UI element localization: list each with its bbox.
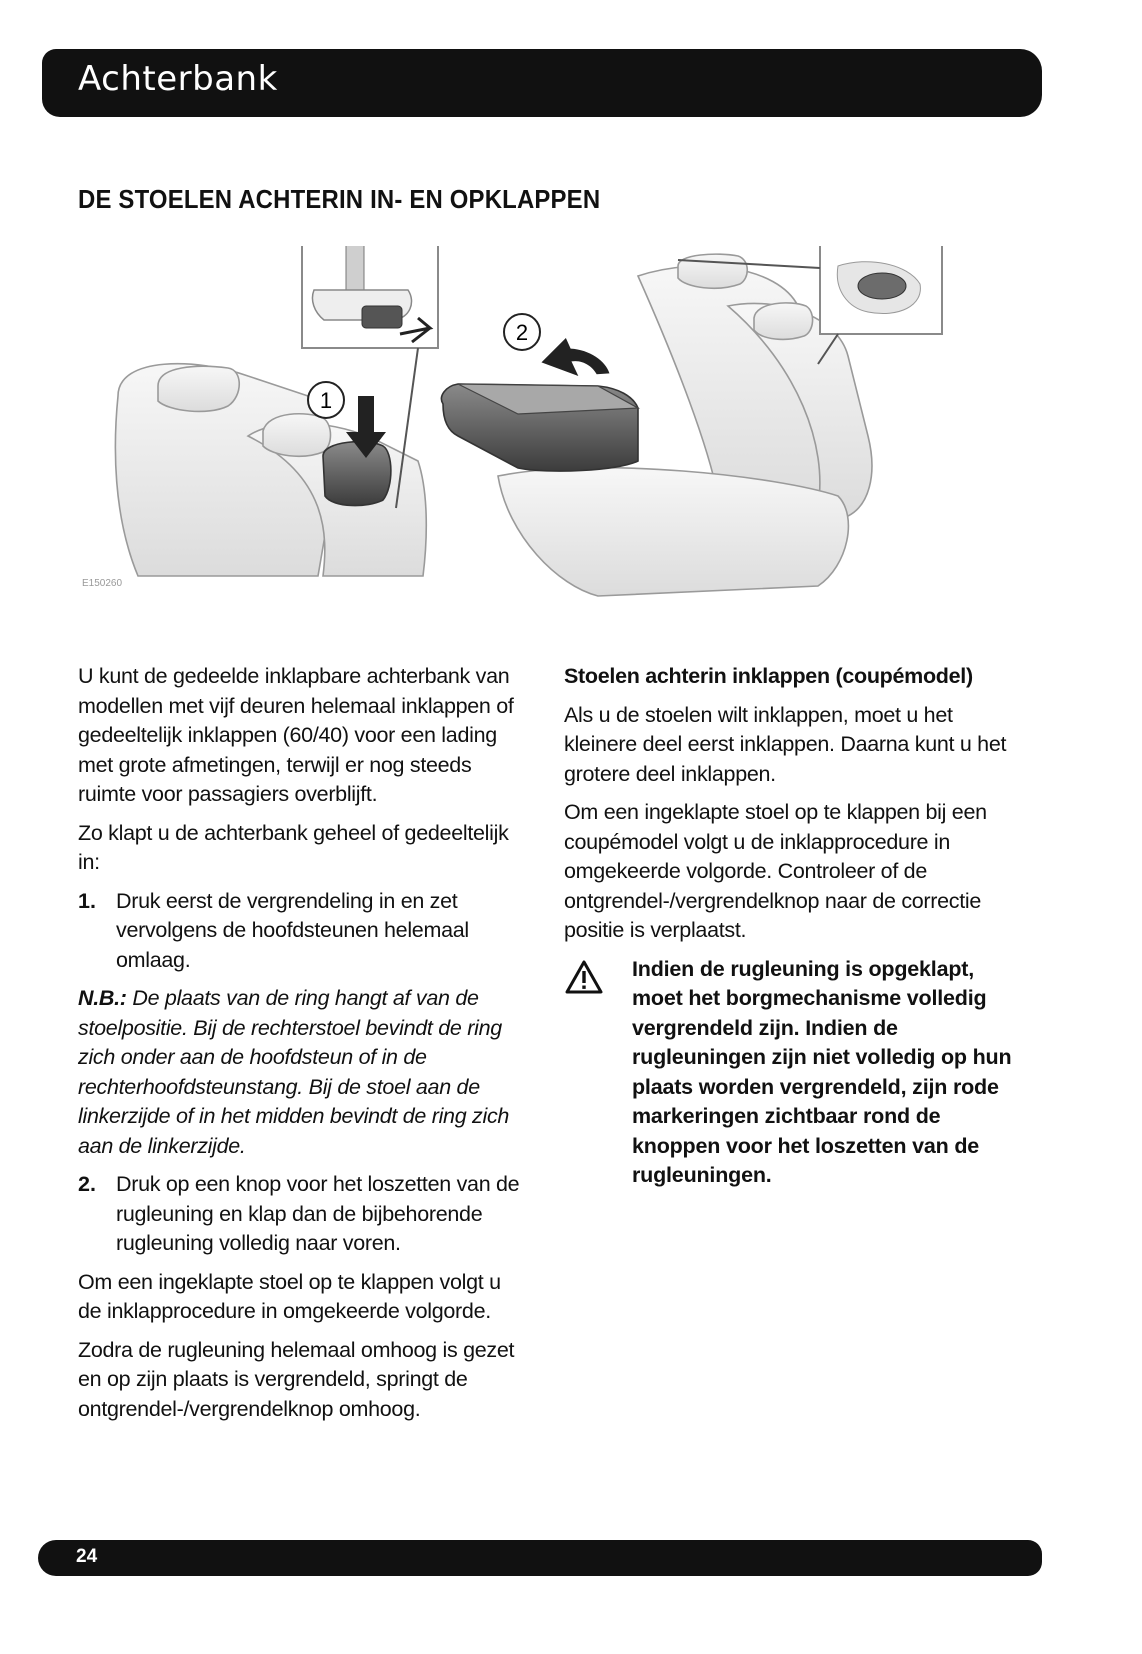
list-item: [78, 1170, 526, 1259]
svg-text:1: 1: [319, 388, 333, 413]
svg-text:2: 2: [515, 320, 529, 345]
step-number: 2.: [78, 1172, 96, 1196]
coupe-paragraph-2: Om een ingeklapte stoel op te klappen bij een coupémodel volgt u de inklapprocedure in omgekeerde volgorde. Controleer of de ontgrendel-/vergrendelknop naar de correctie positie is verplaatst.: [564, 800, 987, 942]
note: [78, 984, 526, 1161]
step-number: 1.: [78, 888, 96, 913]
note-text: De plaats van de ring hangt af van de stoelpositie. Bij de rechterstoel bevindt de ring zich onder aan de hoofdsteun of in de rechterhoofdsteunstang. Bij de stoel aan de linkerzijde of in het midden bevindt de ring zich aan de linkerzijde.: [78, 986, 510, 1158]
callout-1: [308, 382, 344, 418]
warning-text: Indien de rugleuning is opgeklapt, moet het borgmechanisme volledig vergrendeld zijn. Indien de rugleuningen zijn niet volledig op hun plaats worden vergrendeld, zijn rode markeringen zichtbaar rond de knoppen voor het loszetten van de rugleuningen.: [632, 956, 1012, 1187]
step-text: Druk op een knop voor het loszetten van de rugleuning en klap dan de bijbehorende rugleuning volledig naar voren.: [116, 1172, 520, 1255]
list-item: [78, 887, 526, 976]
seat-folding-figure: [78, 246, 1008, 626]
header-bar: [42, 49, 1042, 117]
step-text: Druk eerst de vergrendeling in en zet vervolgens de hoofdsteunen helemaal omlaag.: [116, 888, 469, 972]
callout-2: [504, 314, 540, 350]
page-title: Achterbank: [78, 59, 278, 99]
seat-illustration: [78, 246, 1008, 626]
left-column: [78, 662, 526, 1433]
right-column: [564, 662, 1024, 1191]
page-number: 24: [76, 1546, 98, 1567]
warning-box: [564, 955, 1024, 1191]
coupe-paragraph-1: Als u de stoelen wilt inklappen, moet u het kleinere deel eerst inklappen. Daarna kunt u het grotere deel inklappen.: [564, 702, 1007, 786]
lead-paragraph: Zo klapt u de achterbank geheel of gedeeltelijk in:: [78, 820, 509, 874]
figure-code: E150260: [82, 578, 123, 589]
footer-bar: [38, 1540, 1042, 1576]
intro-paragraph: U kunt de gedeelde inklapbare achterbank van modellen met vijf deuren helemaal inklappen of gedeeltelijk inklappen (60/40) voor een lading met grote afmetingen, terwijl er nog steeds ruimte voor passagiers overblijft.: [78, 664, 514, 806]
locked-paragraph: Zodra de rugleuning helemaal omhoog is gezet en op zijn plaats is vergrendeld, springt de ontgrendel-/vergrendelknop omhoog.: [78, 1337, 515, 1421]
note-label: N.B.:: [78, 986, 127, 1010]
section-heading: DE STOELEN ACHTERIN IN- EN OPKLAPPEN: [78, 184, 601, 214]
warning-triangle-icon: [564, 955, 632, 1191]
coupe-subheading: Stoelen achterin inklappen (coupémodel): [564, 664, 973, 688]
reverse-paragraph: Om een ingeklapte stoel op te klappen volgt u de inklapprocedure in omgekeerde volgorde.: [78, 1269, 501, 1323]
